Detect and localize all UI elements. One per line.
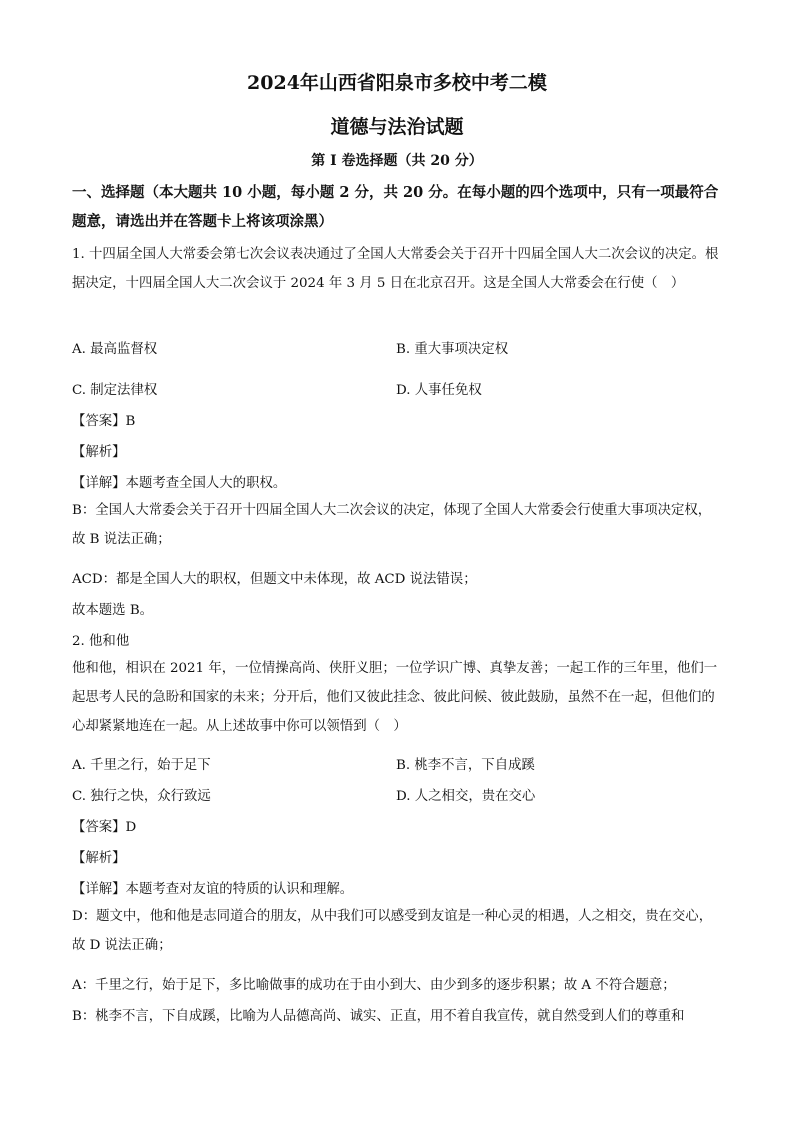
q2-option-a: A. 千里之行，始于足下 bbox=[72, 758, 211, 773]
q2-option-d: D. 人之相交，贵在交心 bbox=[396, 789, 536, 804]
q2-option-c: C. 独行之快，众行致远 bbox=[72, 789, 211, 804]
q1-analysis-label: 【解析】 bbox=[72, 445, 126, 460]
q2-heading: 2. 他和他 bbox=[72, 634, 130, 649]
exam-title: 2024年山西省阳泉市多校中考二模 bbox=[247, 72, 547, 94]
q1-option-a: A. 最高监督权 bbox=[72, 342, 158, 357]
q2-explanation-3: B：桃李不言，下自成蹊，比喻为人品德高尚、诚实、正直，用不着自我宣传，就自然受到人们的尊重和 bbox=[72, 1009, 685, 1024]
q1-option-d: D. 人事任免权 bbox=[396, 383, 482, 398]
q1-explanation-1: B：全国人大常委会关于召开十四届全国人大二次会议的决定，体现了全国人大常委会行使重大事项决定权，故 B 说法正确； bbox=[72, 503, 712, 547]
q2-explanation-2: A：千里之行，始于足下，多比喻做事的成功在于由小到大、由少到多的逐步积累；故 A 不符合题意； bbox=[72, 978, 676, 993]
q1-answer: 【答案】B bbox=[72, 414, 136, 429]
q2-analysis-label: 【解析】 bbox=[72, 851, 126, 866]
q1-explanation-2: ACD：都是全国人大的职权，但题文中未体现，故 ACD 说法错误； bbox=[72, 572, 477, 587]
q2-stem: 他和他，相识在 2021 年，一位情操高尚、侠肝义胆；一位学识广博、真挚友善；一起工作的三年里，他们一起思考人民的急盼和国家的未来；分开后，他们又彼此挂念、彼此问候、彼此鼓励，虽然不在一起，但他们的心却紧紧地连在一起。从上述故事中你可以领悟到（ ） bbox=[72, 661, 718, 734]
q1-option-c: C. 制定法律权 bbox=[72, 383, 158, 398]
q2-option-b: B. 桃李不言，下自成蹊 bbox=[396, 758, 535, 773]
q1-option-b: B. 重大事项决定权 bbox=[396, 342, 509, 357]
q1-explanation-3: 故本题选 B。 bbox=[72, 603, 154, 618]
q2-detail: 【详解】本题考查对友谊的特质的认识和理解。 bbox=[72, 882, 354, 897]
q2-explanation-1: D：题文中，他和他是志同道合的朋友，从中我们可以感受到友谊是一种心灵的相遇，人之相交，贵在交心，故 D 说法正确； bbox=[72, 909, 713, 953]
q1-detail: 【详解】本题考查全国人大的职权。 bbox=[72, 476, 287, 491]
q1-stem: 1. 十四届全国人大常委会第七次会议表决通过了全国人大常委会关于召开十四届全国人大二次会议的决定。根据决定，十四届全国人大二次会议于 2024 年 3 月 5 日在北京召开。这是全国人大常委会在行使（ ） bbox=[72, 247, 719, 291]
part-heading: 第 I 卷选择题（共 20 分） bbox=[311, 153, 483, 169]
section-heading: 一、选择题（本大题共 10 小题，每小题 2 分，共 20 分。在每小题的四个选项中，只有一项最符合题意，请选出并在答题卡上将该项涂黑） bbox=[72, 184, 719, 230]
q2-answer: 【答案】D bbox=[72, 820, 137, 835]
exam-subtitle: 道德与法治试题 bbox=[330, 116, 464, 138]
